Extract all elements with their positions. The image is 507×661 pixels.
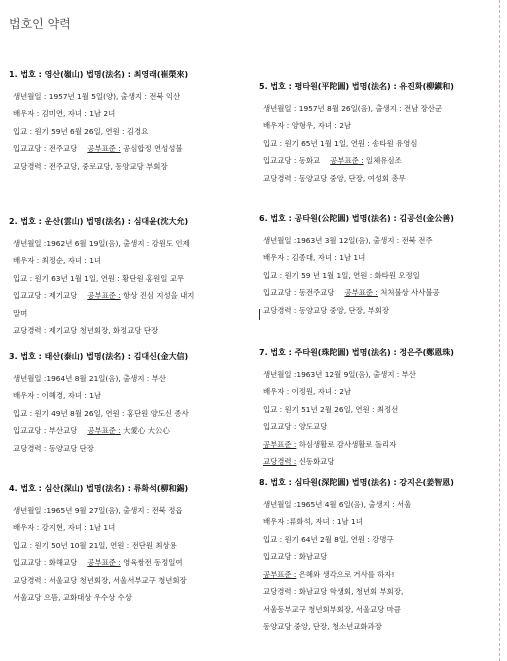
profile-line: 동양교당 중앙, 단장, 청소년교화과장 [263,622,382,631]
profile-line [9,287,194,305]
field-value: 은혜와 생각으로 거사를 하자! [296,569,395,579]
profile-block [9,213,194,340]
field-label-underlined: 교당경력 : [263,457,297,466]
field-value: 항상 진심 지성을 내지 [120,291,195,300]
profile-line: 교당경력 : 동양교당 중앙, 단장, 여성회 총무 [263,173,406,183]
profile-line: 입교 : 원기 63년 1월 1일, 연원 : 황단원 홍원일 교무 [13,273,185,283]
profile-line: 입교 : 원기 59 년 1월 1일, 연원 : 화타원 오정일 [263,270,420,280]
profile-line: 생년월일 :1965년 9월 27일(음), 출생지 : 전북 정읍 [13,505,183,515]
profile-line: 배우자 :류화석, 자녀 : 1남 1녀 [263,517,363,526]
profile-block [9,480,188,607]
profile-line: 입교 : 원기 59년 6월 26일, 연원 : 김경요 [13,126,149,136]
profile-block [9,348,189,457]
profile-line [9,140,188,158]
field-value: 공심합정 연성성불 [120,144,183,153]
field-label-underlined: 공부표준 : [263,569,297,579]
profile-line: 교당경력 : 서울교당 청년회장, 서울서부교구 청년회장 [13,575,187,585]
field-label-underlined: 공부표준 : [87,426,121,435]
profile-heading: 2. 법호 : 운산(雲山) 법명(法名) : 심대윤(沈大允) [9,217,189,226]
profile-line: 말며 [13,308,28,318]
profile-line: 서울동부교구 청년회부회장, 서울교당 마큼 [263,604,401,614]
profile-block [9,66,188,175]
profile-line [259,566,454,584]
field-label-underlined: 공부표준 : [344,288,378,297]
profile-line: 입교 : 원기 51년 2월 26일, 연원 : 최정선 [263,404,399,414]
profile-line: 생년월일 :1963년 3월 12일(음), 출생지 : 전북 전주 [263,235,433,245]
profile-line: 서울교당 으뜸, 교화대상 우수상 수상 [13,593,132,602]
field-value: 처처불상 사사불공 [377,288,440,297]
profile-line [9,554,188,572]
profile-line [259,453,454,471]
field-value: 신동화교당 [296,457,335,466]
profile-heading: 3. 법호 : 태산(泰山) 법명(法名) : 김대신(金大信) [9,352,189,361]
field-value: 입교교당 : 동화교 [263,156,321,165]
field-value: 입교교당 : 전주교당 [13,144,78,153]
field-value: 입교교당 : 부산교당 [13,426,78,435]
profile-heading: 6. 법호 : 공타원(公陀圓) 법명(法名) : 김공선(金公善) [259,214,454,223]
profile-block [259,210,454,319]
field-value: 입교교당 : 동전주교당 [263,288,335,297]
margin-guide-line [499,0,500,661]
profile-line: 입교교당 : 양도교당 [263,422,328,431]
profile-line: 생년월일 :1964년 8월 21일(음), 출생지 : 부산 [13,373,166,383]
profile-line [259,152,454,170]
field-label-underlined: 공부표준 : [263,439,297,449]
profile-heading: 7. 법호 : 주타원(珠陀圓) 법명(法名) : 정은주(鄭恩珠) [259,348,454,357]
profile-line: 입교 : 원기 49년 8월 26일, 연원 : 홍단원 양도신 종사 [13,408,189,418]
profile-line: 입교 : 원기 50년 10월 21일, 연원 : 전단원 최상용 [13,540,177,550]
field-label-underlined: 공부표준 : [87,291,121,300]
profile-line: 생년월일 : 1957년 1월 5일(양), 출생지 : 전북 익산 [13,91,181,101]
profile-line: 교당경력 : 동양교당 단장 [13,443,94,453]
profile-line: 교당경력 : 제기교당 청년회장, 화정교당 단장 [13,326,159,335]
profile-line: 교당경력 : 동양교당 중앙, 단장, 부회장 [263,305,390,315]
field-value: 입교교당 : 제기교당 [13,291,78,300]
profile-line: 생년월일 :1962년 6월 19일(음), 출생지 : 강원도 인제 [13,238,190,248]
profile-block [259,344,454,471]
profile-line: 입교 : 원기 64년 2월 8일, 연원 : 강명구 [263,534,394,544]
profile-line: 배우자 : 최정순, 자녀 : 1녀 [13,256,102,265]
profile-line: 배우자 : 김미연, 자녀 : 1남 2녀 [13,109,116,118]
page-title: 법호인 약력 [9,17,71,31]
field-value: 입교교당 : 화해교당 [13,558,78,567]
profile-line: 교당경력 : 화남교당 학생회, 청년회 부회장, [263,587,404,596]
field-value: 일체유심조 [363,156,402,165]
text-cursor [259,309,260,320]
profile-heading: 1. 법호 : 영산(嶺山) 법명(法名) : 최영래(崔榮來) [9,70,189,79]
profile-line: 생년월일 : 1957년 8월 26일(음), 출생지 : 전남 장산군 [263,103,443,113]
profile-line: 입교 : 원기 65년 1월 1일, 연원 : 송타원 유영심 [263,138,418,148]
profile-line: 배우자 : 김종대, 자녀 : 1남 1녀 [263,253,366,262]
field-label-underlined: 공부표준 : [87,558,121,567]
field-label-underlined: 공부표준 : [330,156,364,165]
profile-line: 교당경력 : 전주교당, 중로교당, 동양교당 부회장 [13,161,168,171]
profile-line [259,436,454,454]
profile-block [259,78,454,187]
profile-heading: 4. 법호 : 심산(深山) 법명(法名) : 류화석(柳和錫) [9,484,189,493]
profile-heading: 5. 법호 : 평타원(平陀圓) 법명(法名) : 유진화(柳鎭和) [259,82,454,91]
profile-line: 배우자 : 이정원, 자녀 : 2남 [263,387,352,396]
field-value: 하심생활로 감사생활로 돌리자 [296,439,397,449]
profile-heading: 8. 법호 : 심타원(深陀圓) 법명(法名) : 강지은(姜智恩) [259,478,454,487]
profile-line: 배우자 : 강지현, 자녀 : 1남 1녀 [13,523,116,532]
field-value: 영육쌍전 동정일여 [120,558,183,567]
profile-line: 생년월일 :1963년 12월 9일(음), 출생지 : 부산 [263,369,416,379]
profile-line [9,422,189,440]
profile-line: 배우자 : 이혜경, 자녀 : 1남 [13,391,102,400]
profile-line [259,284,454,302]
profile-line: 입교교당 : 화남교당 [263,552,328,561]
field-value: 大愛心 大公心 [120,426,170,435]
profile-line: 배우자 : 양형우, 자녀 : 2남 [263,121,352,130]
profile-line: 생년월일 :1965년 4월 6일(음), 출생지 : 서울 [263,499,412,509]
field-label-underlined: 공부표준 : [87,144,121,153]
profile-block [259,474,454,636]
